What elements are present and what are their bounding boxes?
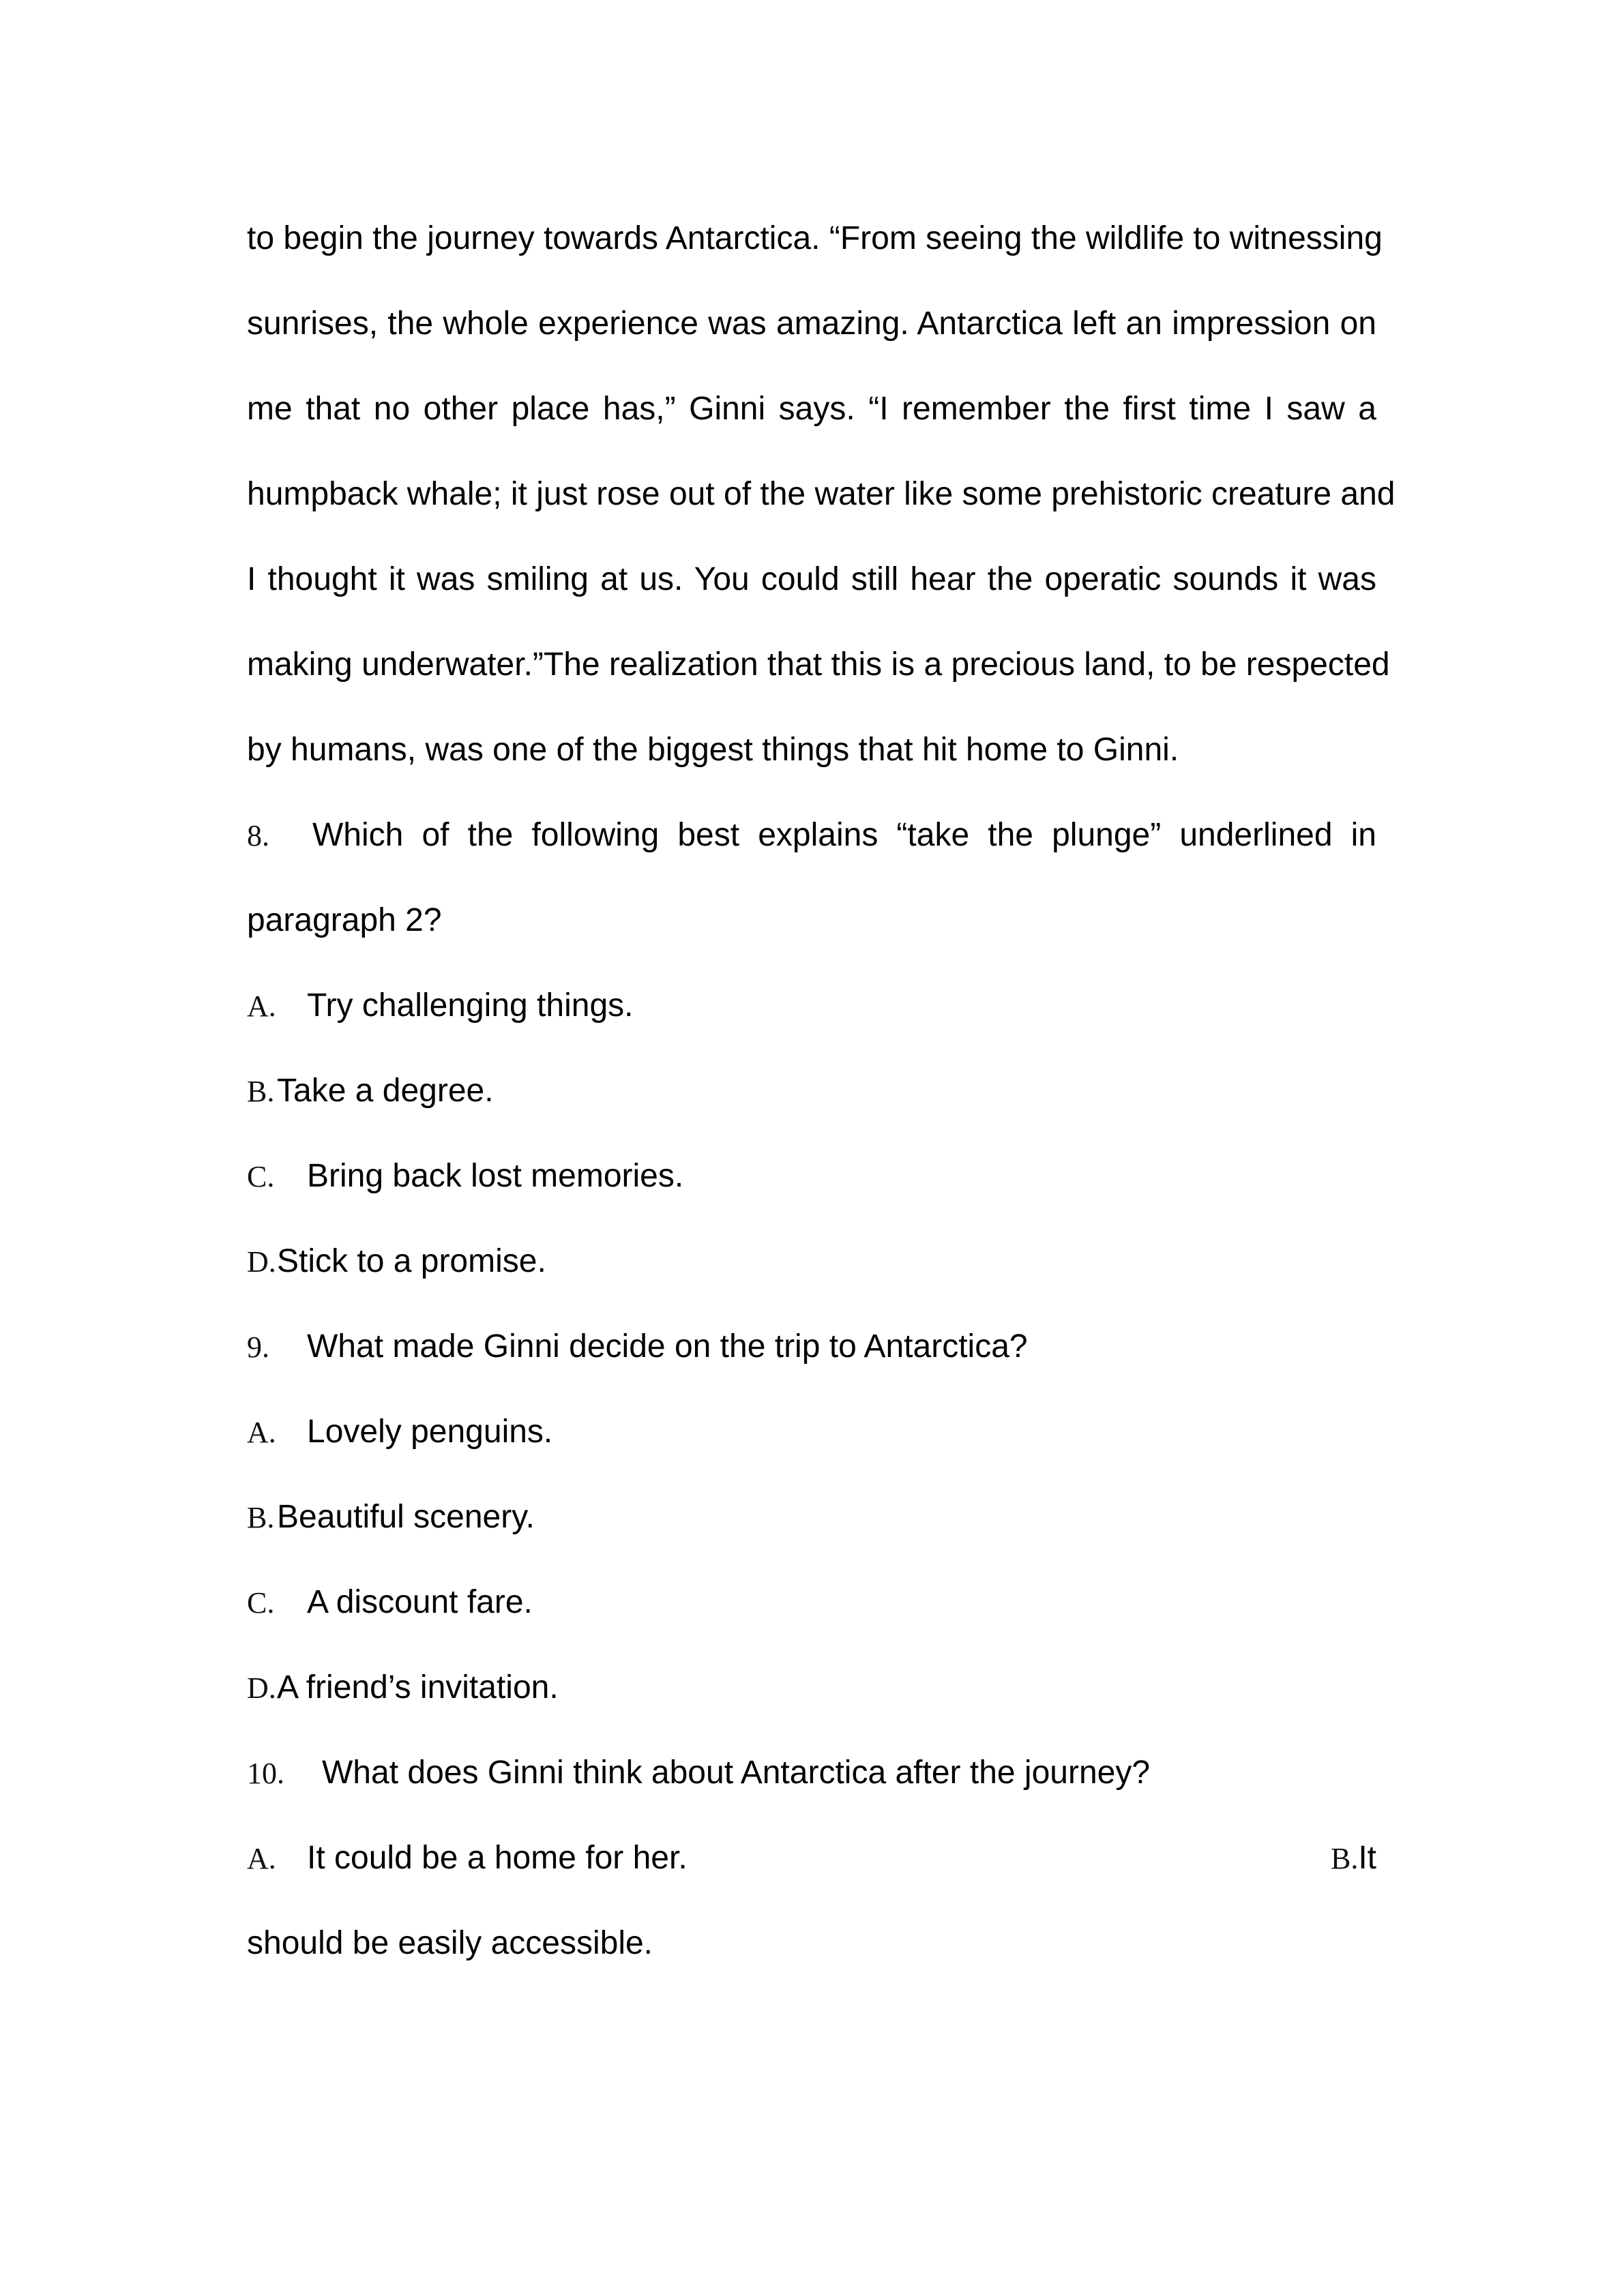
- question-8: [247, 815, 1376, 900]
- option-8a: [247, 985, 1376, 1071]
- question-number: 8.: [247, 819, 269, 852]
- question-9: [247, 1326, 1376, 1412]
- option-text: Bring back lost memories.: [307, 1158, 684, 1194]
- option-text: It could be a home for her.: [307, 1840, 688, 1876]
- option-10b: [1331, 1838, 1376, 1879]
- option-label: B.: [1330, 1842, 1359, 1875]
- option-text: Beautiful scenery.: [277, 1499, 535, 1535]
- passage-line: to begin the journey towards Antarctica. “From seeing the wildlife to witnessing: [247, 220, 1383, 256]
- option-text: Try challenging things.: [307, 987, 634, 1024]
- passage-line: humpback whale; it just rose out of the water like some prehistoric creature and: [247, 476, 1396, 512]
- option-10b-continued: should be easily accessible.: [247, 1925, 653, 1961]
- question-10: [247, 1753, 1376, 1838]
- option-text: A discount fare.: [307, 1584, 533, 1620]
- option-label: D.: [247, 1245, 276, 1279]
- option-9b: [247, 1497, 1376, 1582]
- option-8d: [247, 1241, 1376, 1326]
- question-text: Which of the following best explains “take the plunge” underlined in: [312, 817, 1376, 853]
- question-number: 10.: [247, 1757, 284, 1790]
- option-8b: [247, 1071, 1376, 1156]
- option-text: Lovely penguins.: [307, 1414, 553, 1450]
- question-number: 9.: [247, 1330, 269, 1364]
- option-label: A.: [247, 1842, 276, 1875]
- option-8c: [247, 1156, 1376, 1241]
- option-10a-row: [247, 1838, 1376, 1923]
- passage-line: sunrises, the whole experience was amazing. Antarctica left an impression on: [247, 305, 1376, 342]
- passage-line: I thought it was smiling at us. You could still hear the operatic sounds it was: [247, 561, 1376, 597]
- passage-line: making underwater.”The realization that this is a precious land, to be respected: [247, 646, 1390, 683]
- question-text: What does Ginni think about Antarctica after the journey?: [322, 1755, 1151, 1791]
- question-text: What made Ginni decide on the trip to Antarctica?: [307, 1328, 1028, 1365]
- option-text: It: [1358, 1840, 1376, 1876]
- option-9d: [247, 1667, 1376, 1753]
- option-text: A friend’s invitation.: [277, 1669, 559, 1705]
- question-8-continued: paragraph 2?: [247, 902, 442, 938]
- option-9a: [247, 1412, 1376, 1497]
- option-text: Stick to a promise.: [277, 1243, 546, 1279]
- option-label: C.: [247, 1160, 275, 1193]
- option-label: D.: [247, 1671, 276, 1705]
- option-label: B.: [247, 1501, 275, 1534]
- passage-line: by humans, was one of the biggest things that hit home to Ginni.: [247, 732, 1179, 768]
- option-text: Take a degree.: [277, 1073, 494, 1109]
- option-label: A.: [247, 989, 276, 1023]
- option-label: A.: [247, 1416, 276, 1449]
- option-9c: [247, 1582, 1376, 1667]
- option-label: C.: [247, 1586, 275, 1620]
- passage-line: me that no other place has,” Ginni says. “I remember the first time I saw a: [247, 391, 1376, 427]
- option-label: B.: [247, 1075, 275, 1108]
